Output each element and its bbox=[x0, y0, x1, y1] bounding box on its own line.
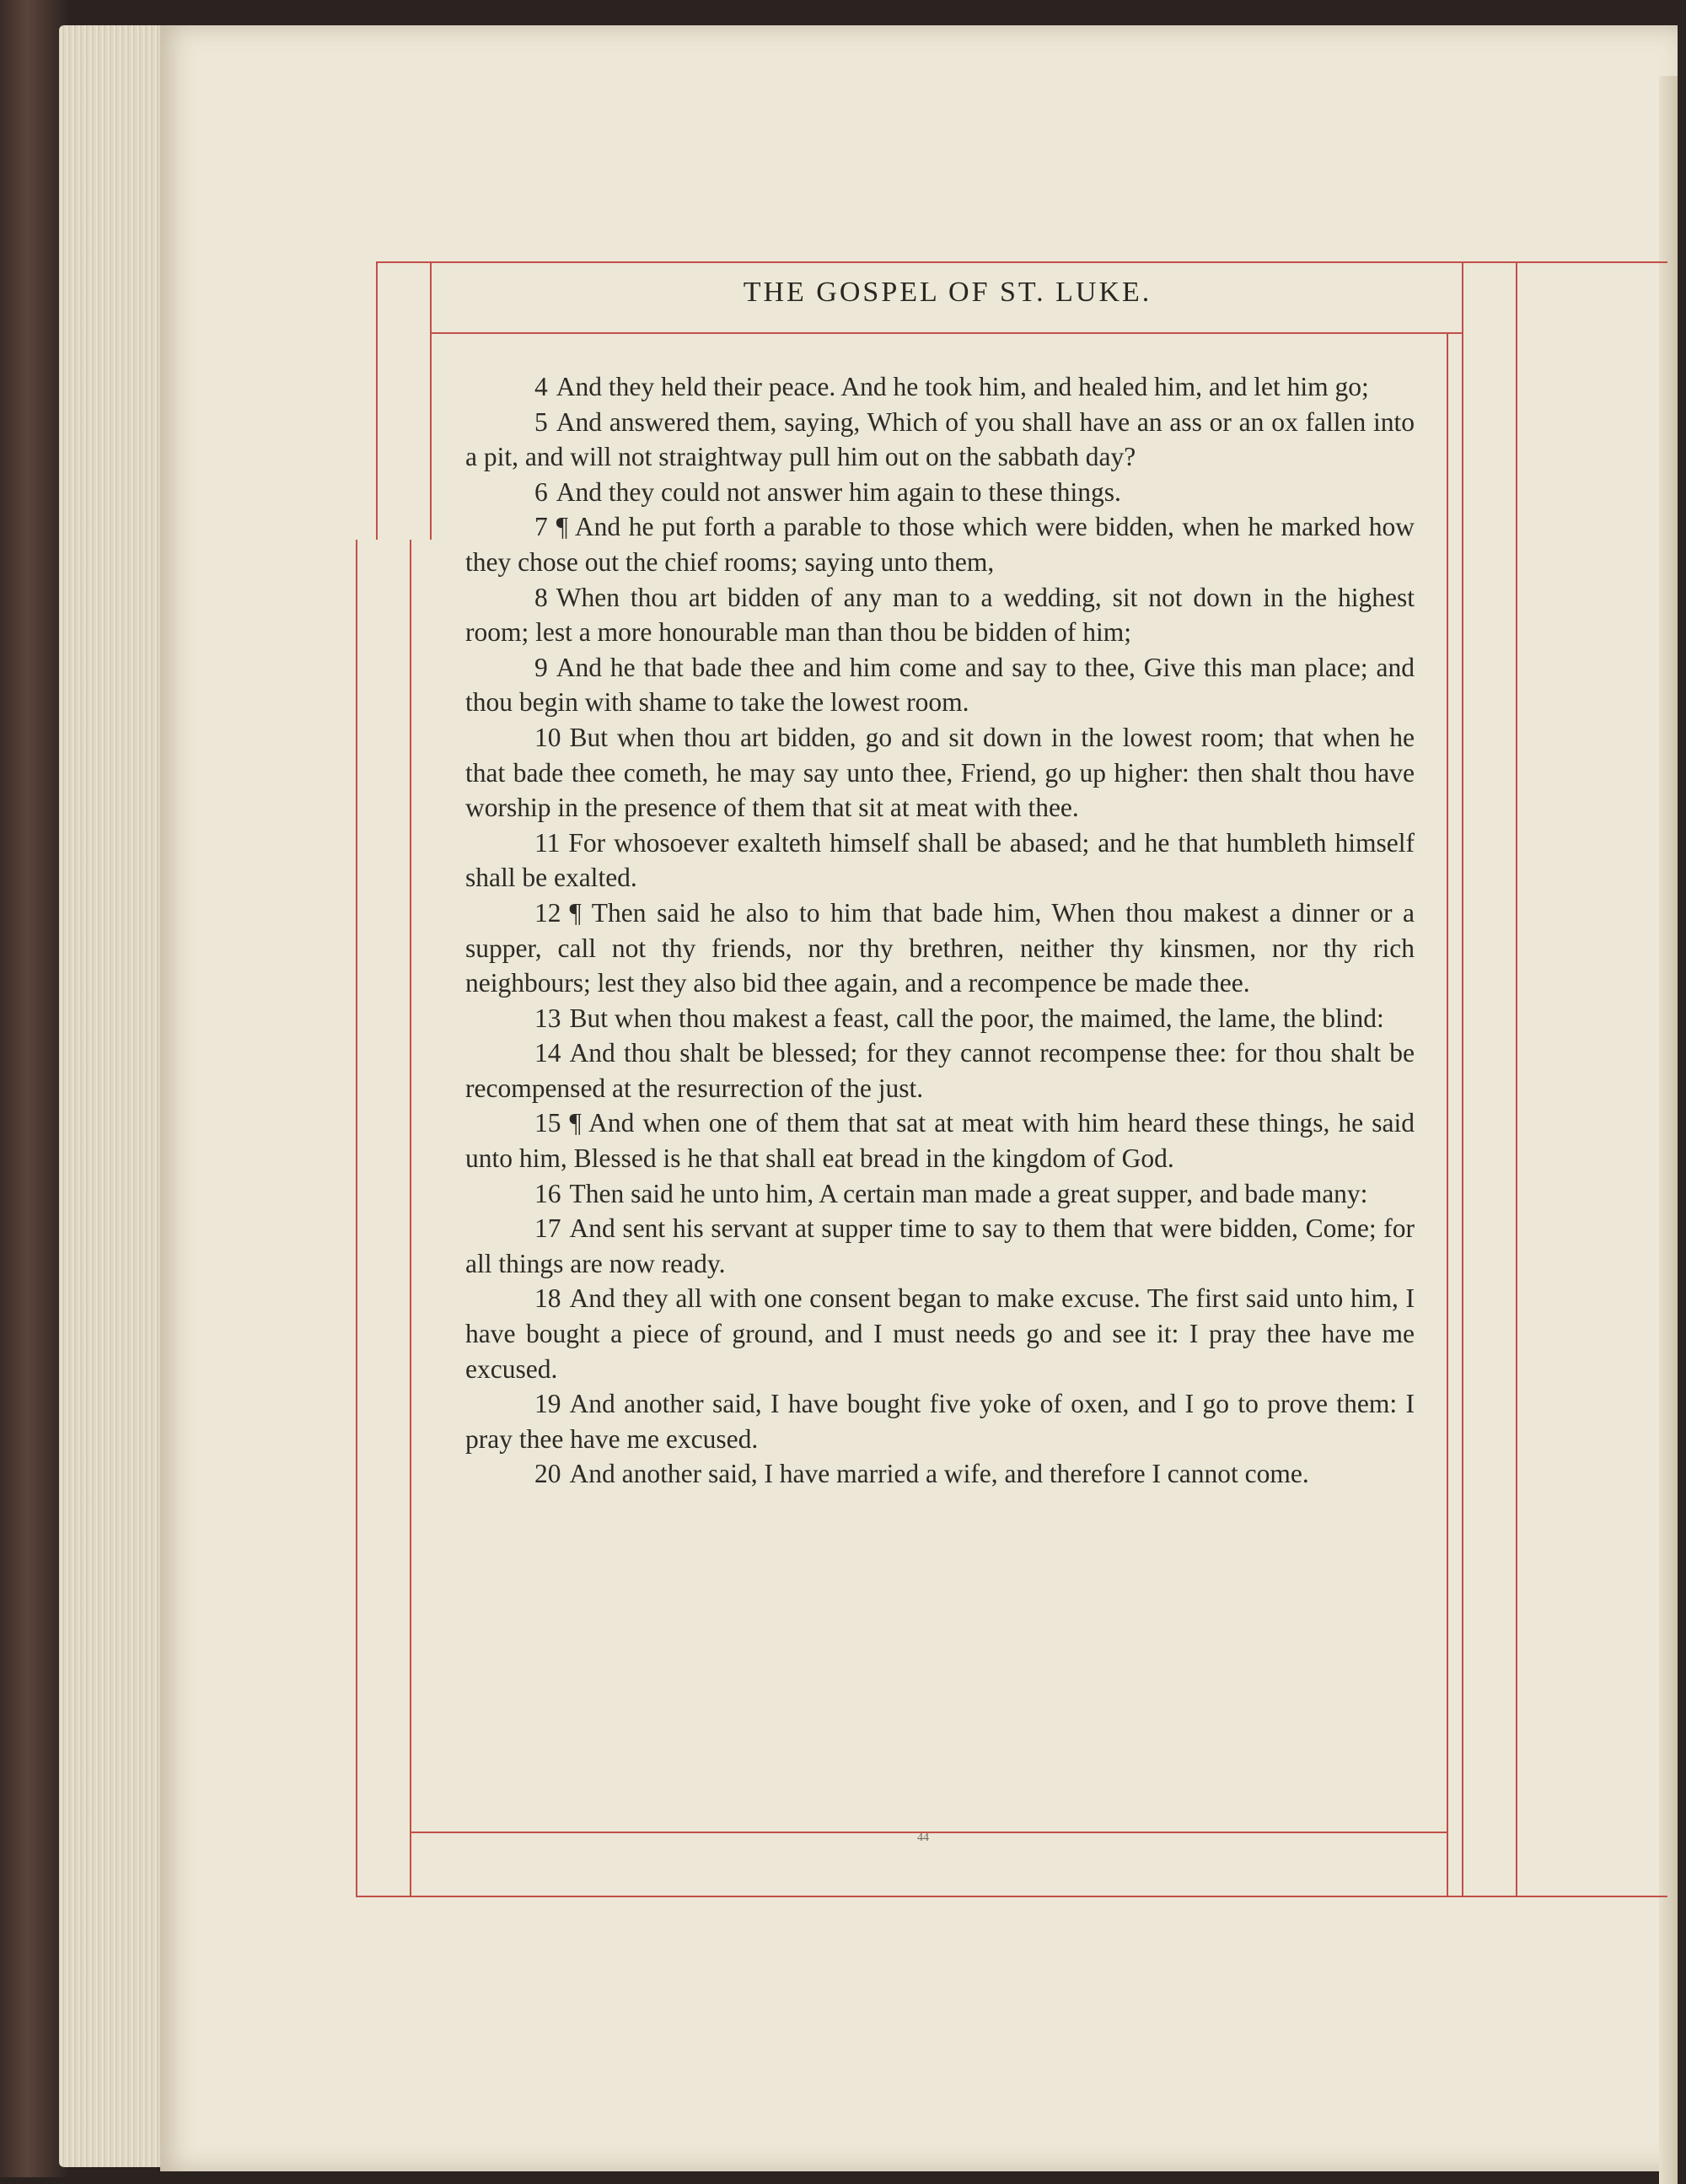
verse-number: 12 bbox=[534, 897, 561, 928]
rule-right-outer bbox=[1516, 261, 1517, 1897]
rule-top bbox=[376, 261, 1667, 263]
verse-number: 6 bbox=[534, 476, 548, 507]
verse-number: 5 bbox=[534, 406, 548, 437]
verse bbox=[465, 1176, 1415, 1212]
verse bbox=[465, 1386, 1415, 1456]
verse bbox=[465, 580, 1415, 650]
verse-number: 9 bbox=[534, 652, 548, 682]
verse bbox=[465, 896, 1415, 1001]
verse bbox=[465, 405, 1415, 475]
verse-text: And answered them, saying, Which of you shall have an ass or an ox fallen into a pit, and will not straightway pull him out on the sabbath day? bbox=[465, 406, 1415, 472]
verse-text: ¶ Then said he also to him that bade him, When thou makest a dinner or a supper, call not thy friends, nor thy brethren, neither thy kinsmen, nor thy rich neighbours; lest they also bid thee again, and a recompence be made thee. bbox=[465, 897, 1415, 998]
verse bbox=[465, 1001, 1415, 1036]
verse-number: 20 bbox=[534, 1459, 561, 1489]
verse bbox=[465, 1036, 1415, 1105]
rule-left-inner-lower bbox=[410, 540, 411, 1897]
verse bbox=[465, 1105, 1415, 1175]
rule-under-head bbox=[432, 332, 1462, 334]
folio-mark: 44 bbox=[917, 1832, 929, 1844]
verse bbox=[465, 369, 1415, 405]
verse-number: 19 bbox=[534, 1389, 561, 1419]
verse-number: 11 bbox=[534, 827, 561, 858]
verse-number: 7 bbox=[534, 512, 548, 542]
verse-number: 16 bbox=[534, 1178, 561, 1208]
verse-text: And he that bade thee and him come and say to thee, Give this man place; and thou begin with shame to take the lowest room. bbox=[465, 652, 1415, 718]
verse-number: 8 bbox=[534, 582, 548, 612]
running-head: THE GOSPEL OF ST. LUKE. bbox=[743, 277, 1152, 308]
verse bbox=[465, 1211, 1415, 1281]
verse bbox=[465, 720, 1415, 826]
verse-text: And they held their peace. And he took him, and healed him, and let him go; bbox=[556, 372, 1369, 401]
rule-above-foot bbox=[410, 1832, 1448, 1833]
verse-text: Then said he unto him, A certain man made a great supper, and bade many: bbox=[569, 1178, 1368, 1208]
scripture-text bbox=[465, 369, 1415, 1492]
verse-text: And another said, I have married a wife, and therefore I cannot come. bbox=[569, 1459, 1309, 1489]
rule-left-outer bbox=[376, 261, 378, 540]
rule-left-outer-lower bbox=[356, 540, 357, 1897]
rule-right-inner bbox=[1462, 261, 1463, 1897]
verse bbox=[465, 475, 1415, 510]
verse-number: 18 bbox=[534, 1283, 561, 1314]
verse bbox=[465, 1456, 1415, 1492]
verse-text: For whosoever exalteth himself shall be abased; and he that humbleth himself shall be exalted. bbox=[465, 827, 1415, 893]
verse bbox=[465, 1281, 1415, 1386]
rule-text-right bbox=[1447, 332, 1448, 1897]
facing-page-edge bbox=[1659, 76, 1678, 2184]
verse bbox=[465, 509, 1415, 579]
verse-number: 4 bbox=[534, 372, 548, 401]
verse bbox=[465, 826, 1415, 896]
verse-text: But when thou art bidden, go and sit down in the lowest room; that when he that bade thee cometh, he may say unto thee, Friend, go up higher: then shalt thou have worship in the presence of them that sit at meat with thee. bbox=[465, 722, 1415, 823]
verse-number: 14 bbox=[534, 1038, 561, 1068]
verse-text: ¶ And he put forth a parable to those which were bidden, when he marked how they chose out the chief rooms; saying unto them, bbox=[465, 512, 1415, 577]
rule-bottom bbox=[356, 1896, 1667, 1897]
verse-number: 15 bbox=[534, 1108, 561, 1138]
verse-text: And thou shalt be blessed; for they cannot recompense thee: for thou shalt be recompensed at the resurrection of the just. bbox=[465, 1038, 1415, 1103]
verse-number: 17 bbox=[534, 1213, 561, 1244]
verse-text: And another said, I have bought five yoke of oxen, and I go to prove them: I pray thee have me excused. bbox=[465, 1389, 1415, 1454]
verse-text: And they all with one consent began to make excuse. The first said unto him, I have bought a piece of ground, and I must needs go and see it: I pray thee have me excused. bbox=[465, 1283, 1415, 1384]
verse-text: But when thou makest a feast, call the poor, the maimed, the lame, the blind: bbox=[569, 1003, 1384, 1033]
verse-number: 10 bbox=[534, 722, 561, 752]
verse-number: 13 bbox=[534, 1003, 561, 1033]
verse-text: When thou art bidden of any man to a wedding, sit not down in the highest room; lest a more honourable man than thou be bidden of him; bbox=[465, 582, 1415, 648]
book-spine bbox=[0, 0, 67, 2177]
verse-text: And they could not answer him again to these things. bbox=[556, 476, 1121, 507]
verse bbox=[465, 650, 1415, 720]
verse-text: And sent his servant at supper time to say to them that were bidden, Come; for all things are now ready. bbox=[465, 1213, 1415, 1278]
verse-text: ¶ And when one of them that sat at meat with him heard these things, he said unto him, Blessed is he that shall eat bread in the kingdom of God. bbox=[465, 1108, 1415, 1174]
